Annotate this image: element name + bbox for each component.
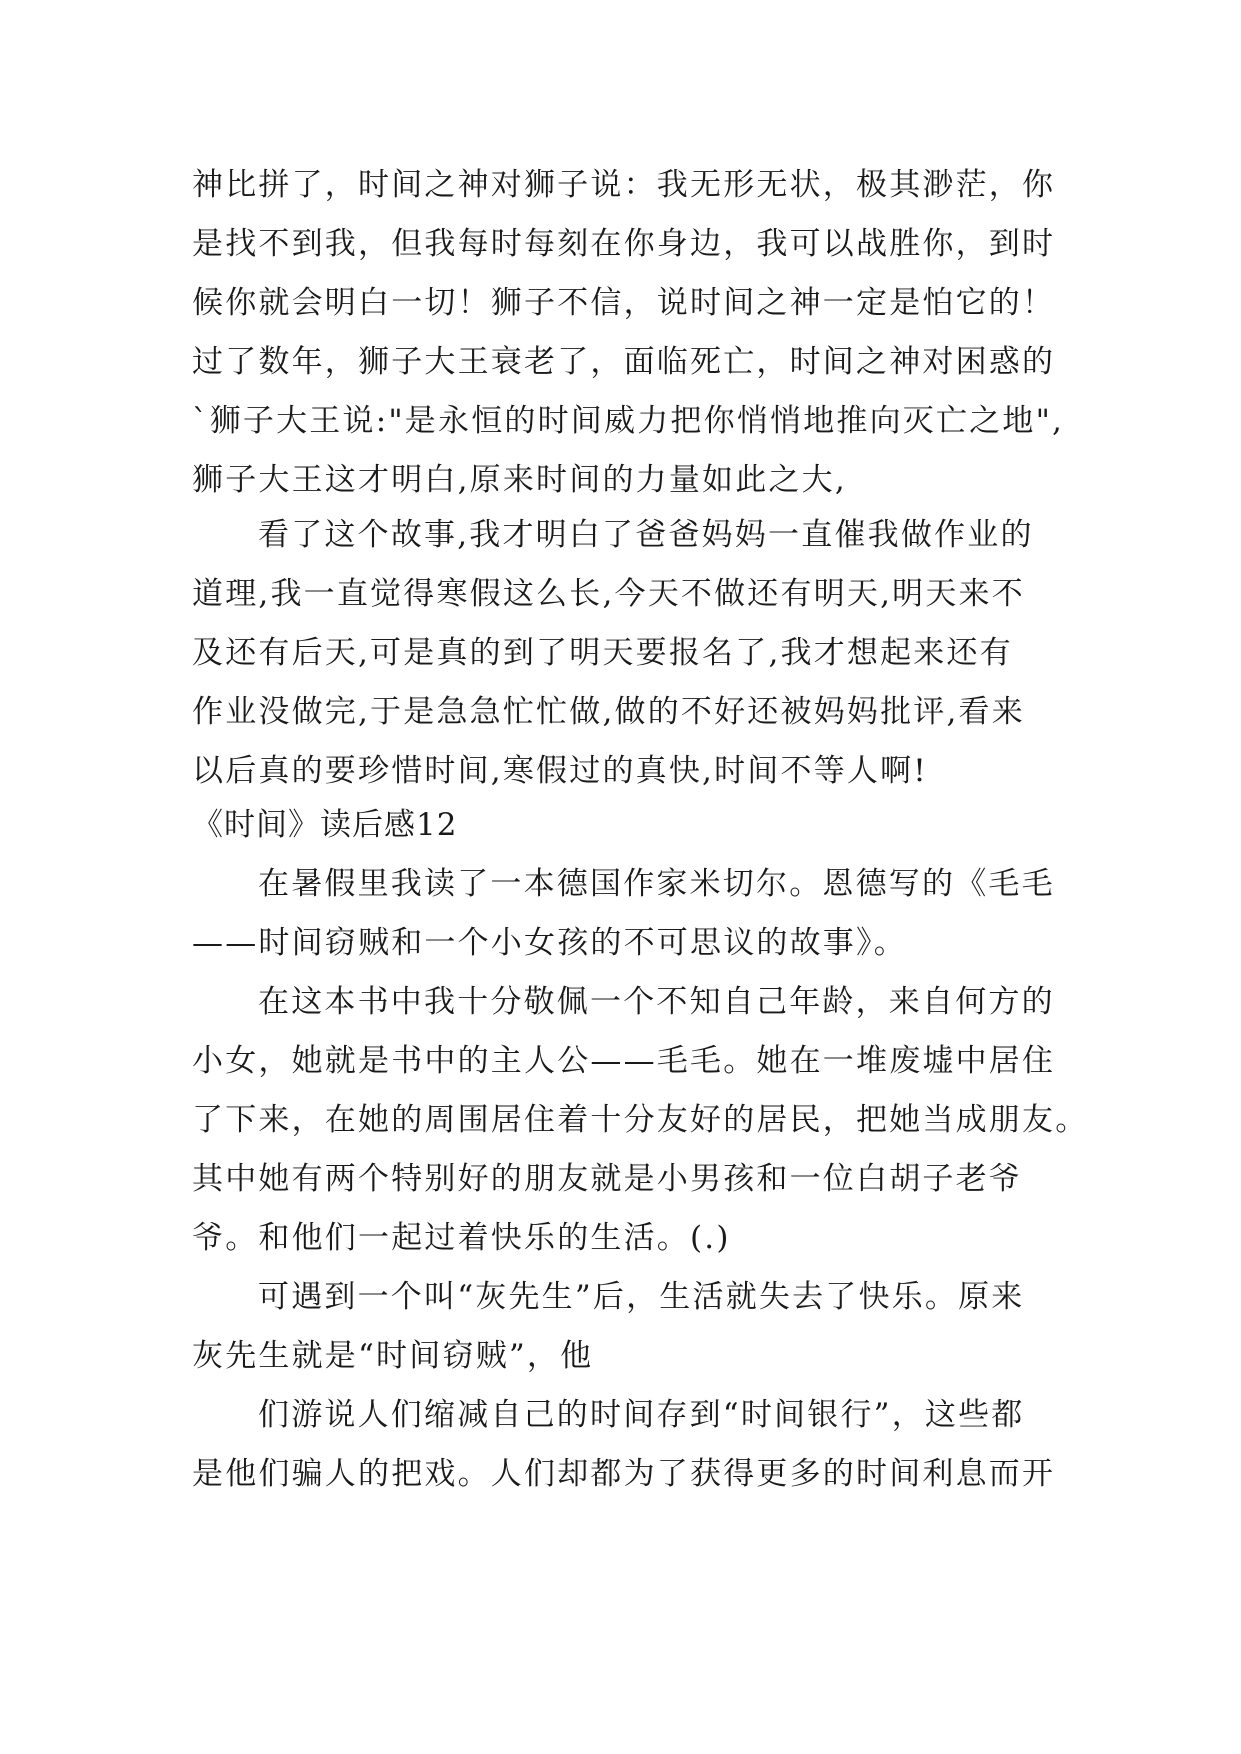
text-line: 在这本书中我十分敬佩一个不知自己年龄，来自何方的 [258,984,1055,1020]
text-line: 小女，她就是书中的主人公——毛毛。她在一堆废墟中居住 [192,1043,1056,1079]
text-line: 了下来，在她的周围居住着十分友好的居民，把她当成朋友。 [192,1102,1089,1138]
section-heading: 《时间》读后感12 [192,807,458,843]
story-paragraph [192,156,1065,510]
text-line: 神比拼了，时间之神对狮子说：我无形无状，极其渺茫，你 [192,167,1056,203]
text-line: 道理,我一直觉得寒假这么长,今天不做还有明天,明天来不 [192,576,1025,612]
text-line: 过了数年，狮子大王衰老了，面临死亡，时间之神对困惑的 [192,344,1056,380]
text-line: 爷。和他们一起过着快乐的生活。(.) [192,1220,731,1256]
text-line: ——时间窃贼和一个小女孩的不可思议的故事》。 [192,925,907,961]
text-line: 可遇到一个叫“灰先生”后，生活就失去了快乐。原来 [258,1279,1025,1315]
text-line: 灰先生就是“时间窃贼”，他 [192,1338,594,1374]
text-line: 以后真的要珍惜时间,寒假过的真快,时间不等人啊! [192,753,928,789]
text-line: 在暑假里我读了一本德国作家米切尔。恩德写的《毛毛 [258,866,1055,902]
text-line: 看了这个故事,我才明白了爸爸妈妈一直催我做作业的 [258,517,1034,553]
essay-section [192,796,1089,1504]
section-body [192,855,1089,1504]
text-line: 们游说人们缩减自己的时间存到“时间银行”，这些都 [258,1397,1025,1433]
text-line: 作业没做完,于是急急忙忙做,做的不好还被妈妈批评,看来 [192,694,1025,730]
text-line: 是找不到我，但我每时每刻在你身边，我可以战胜你，到时 [192,226,1056,262]
text-line: 其中她有两个特别好的朋友就是小男孩和一位白胡子老爷 [192,1161,1022,1197]
text-line: `狮子大王说:"是永恒的时间威力把你悄悄地推向灭亡之地", [192,403,1065,439]
text-line: 及还有后天,可是真的到了明天要报名了,我才想起来还有 [192,635,1013,671]
reflection-paragraph [192,506,1062,801]
text-line: 是他们骗人的把戏。人们却都为了获得更多的时间利息而开 [192,1456,1056,1492]
text-line: 狮子大王这才明白,原来时间的力量如此之大, [192,462,847,498]
text-line: 候你就会明白一切！狮子不信，说时间之神一定是怕它的！ [192,285,1056,321]
